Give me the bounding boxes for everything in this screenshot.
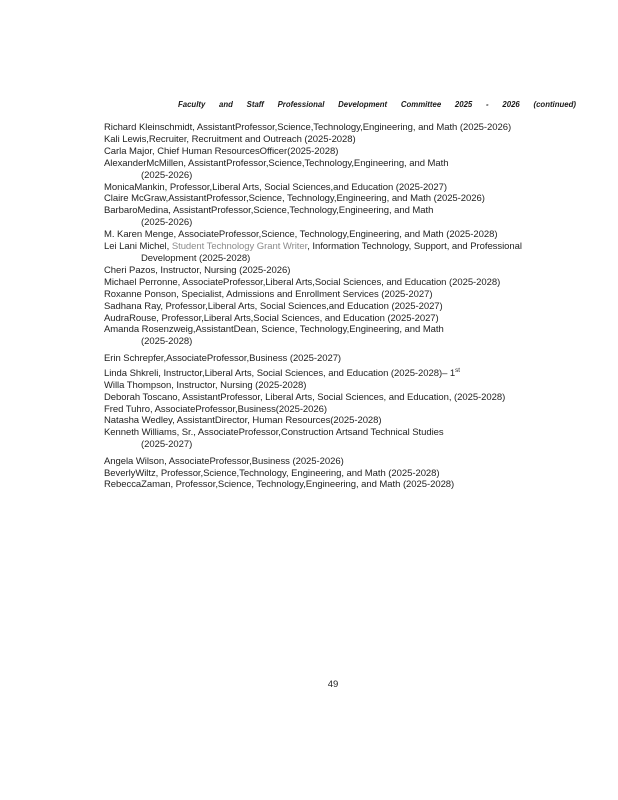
member-text: Carla Major, Chief Human ResourcesOfficer(2025-2028) [104, 145, 339, 157]
member-text: Lei Lani Michel, [104, 241, 172, 253]
member-text: Angela Wilson, AssociateProfessor,Business (2025-2026) [104, 455, 344, 467]
member-row [104, 415, 612, 427]
header-word: 2025 [454, 100, 473, 109]
member-title-muted: Student Technology Grant Writer [171, 241, 308, 253]
member-text: Amanda Rosenzweig,AssistantDean, Science, Technology,Engineering, and Math [104, 324, 444, 336]
member-row [104, 353, 612, 365]
member-row [104, 146, 612, 158]
member-row [104, 380, 612, 392]
header-word: and [219, 100, 233, 109]
member-text: MonicaMankin, Professor,Liberal Arts, Social Sciences,and Education (2025-2027) [104, 181, 447, 193]
member-row [104, 158, 612, 182]
member-text: Natasha Wedley, AssistantDirector, Human Resources(2025-2028) [104, 415, 382, 427]
member-text: AlexanderMcMillen, AssistantProfessor,Science,Technology,Engineering, and Math [104, 157, 449, 169]
member-row [104, 134, 612, 146]
header-word: Development [338, 100, 388, 109]
member-text: AudraRouse, Professor,Liberal Arts,Social Sciences, and Education (2025-2027) [104, 312, 439, 324]
header-word: (continued) [533, 100, 576, 109]
member-text: Richard Kleinschmidt, AssistantProfessor,Science,Technology,Engineering, and Math (2025-2026) [104, 122, 512, 133]
member-superscript: st [455, 366, 460, 374]
member-text: Deborah Toscano, AssistantProfessor, Liberal Arts, Social Sciences, and Education, (2025-2028) [104, 391, 506, 403]
member-row [104, 265, 612, 277]
committee-member-list [104, 122, 612, 491]
member-text: Michael Perronne, AssociateProfessor,Liberal Arts,Social Sciences, and Education (2025-2028) [104, 276, 501, 288]
committee-header [178, 100, 576, 109]
member-row [104, 241, 612, 265]
member-continuation: (2025-2026) [141, 217, 193, 229]
header-word: - [486, 100, 489, 109]
member-continuation: Development (2025-2028) [141, 252, 251, 264]
page-number: 49 [327, 679, 339, 690]
member-row [104, 479, 612, 491]
member-text: RebeccaZaman, Professor,Science, Technology,Engineering, and Math (2025-2028) [104, 479, 455, 491]
header-word: Faculty [178, 100, 206, 109]
member-text: Kenneth Williams, Sr., AssociateProfessor,Construction Artsand Technical Studies [104, 427, 444, 439]
header-word: Staff [246, 100, 264, 109]
member-text: , Information Technology, Support, and Professional [307, 241, 522, 253]
member-text: Roxanne Ponson, Specialist, Admissions and Enrollment Services (2025-2027) [104, 288, 433, 300]
member-row [104, 404, 612, 416]
member-continuation: (2025-2028) [141, 336, 193, 348]
member-continuation: (2025-2027) [141, 439, 193, 451]
header-word: Professional [277, 100, 325, 109]
member-text: Kali Lewis,Recruiter, Recruitment and Outreach (2025-2028) [104, 133, 356, 145]
member-text: BarbaroMedina, AssistantProfessor,Science,Technology,Engineering, and Math [104, 205, 434, 217]
member-row [104, 193, 612, 205]
member-row [104, 313, 612, 325]
member-row [104, 182, 612, 194]
member-row [104, 324, 612, 348]
member-row [104, 365, 612, 380]
member-text: Linda Shkreli, Instructor,Liberal Arts, Social Sciences, and Education (2025-2028)– 1 [104, 367, 456, 379]
header-word: Committee [400, 100, 442, 109]
member-text: M. Karen Menge, AssociateProfessor,Science, Technology,Engineering, and Math (2025-2028) [104, 229, 498, 241]
member-row [104, 468, 612, 480]
member-row [104, 289, 612, 301]
member-text: Cheri Pazos, Instructor, Nursing (2025-2026) [104, 264, 291, 276]
member-text: Sadhana Ray, Professor,Liberal Arts, Social Sciences,and Education (2025-2027) [104, 300, 443, 312]
member-row [104, 427, 612, 451]
member-row [104, 456, 612, 468]
member-row [104, 392, 612, 404]
member-text: BeverlyWiltz, Professor,Science,Technology, Engineering, and Math (2025-2028) [104, 467, 440, 479]
member-text: Claire McGraw,AssistantProfessor,Science, Technology,Engineering, and Math (2025-2026) [104, 193, 485, 205]
member-row [104, 205, 612, 229]
member-row [104, 122, 612, 134]
member-text: Willa Thompson, Instructor, Nursing (2025-2028) [104, 379, 307, 391]
member-row [104, 301, 612, 313]
member-row [104, 229, 612, 241]
member-text: Erin Schrepfer,AssociateProfessor,Business (2025-2027) [104, 352, 342, 364]
header-word: 2026 [502, 100, 520, 109]
member-row [104, 277, 612, 289]
member-text: Fred Tuhro, AssociateProfessor,Business(2025-2026) [104, 403, 327, 415]
member-continuation: (2025-2026) [141, 169, 193, 181]
